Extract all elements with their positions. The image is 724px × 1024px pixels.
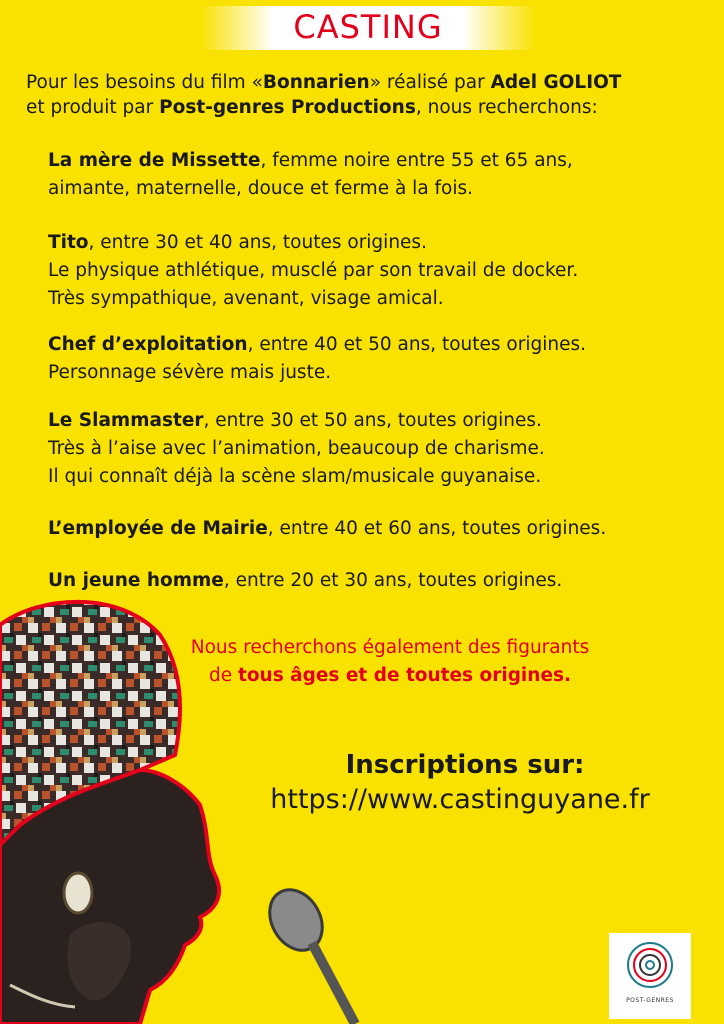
role-name: Le Slammaster <box>48 410 204 431</box>
inscriptions-heading: Inscriptions sur: <box>345 750 585 780</box>
role-jeune-homme: Un jeune homme, entre 20 et 30 ans, toutes origines. <box>48 570 563 591</box>
intro-paragraph: Pour les besoins du film «Bonnarien» réalisé par Adel GOLIOT et produit par Post-genres Productions, nous recherchons: <box>26 72 622 118</box>
earring <box>64 873 92 913</box>
role-name: La mère de Missette <box>48 150 261 171</box>
page-title: CASTING <box>293 8 443 46</box>
fingerprint-icon <box>609 933 691 995</box>
microphone-icon <box>259 880 333 959</box>
role-tito: Tito, entre 30 et 40 ans, toutes origines. Le physique athlétique, musclé par son travail de docker. Très sympathique, avenant, visage amical. <box>48 232 579 309</box>
director-name: Adel GOLIOT <box>490 72 622 93</box>
woman-microphone-illustration <box>0 595 400 1024</box>
role-name: Un jeune homme <box>48 570 224 591</box>
role-mere-de-missette: La mère de Missette, femme noire entre 55 et 65 ans, aimante, maternelle, douce et ferme à la fois. <box>48 150 573 199</box>
inscriptions-url[interactable]: https://www.castinguyane.fr <box>270 784 650 815</box>
role-slammaster: Le Slammaster, entre 30 et 50 ans, toutes origines. Très à l’aise avec l’animation, beaucoup de charisme. Il qui connaît déjà la scène slam/musicale guyanaise. <box>48 410 545 487</box>
role-chef-exploitation: Chef d’exploitation, entre 40 et 50 ans, toutes origines. Personnage sévère mais juste. <box>48 334 586 383</box>
role-name: Chef d’exploitation <box>48 334 248 355</box>
logo-text: POST-GENRES <box>626 997 674 1004</box>
role-employee-mairie: L’employée de Mairie, entre 40 et 60 ans, toutes origines. <box>48 518 607 539</box>
role-name: Tito <box>48 232 89 253</box>
role-name: L’employée de Mairie <box>48 518 268 539</box>
title-banner <box>200 6 536 50</box>
figurants-notice: Nous recherchons également des figurants de tous âges et de toutes origines. <box>190 637 590 686</box>
film-title: Bonnarien <box>262 72 370 93</box>
producer-name: Post-genres Productions <box>159 97 416 118</box>
post-genres-logo <box>609 933 691 1019</box>
